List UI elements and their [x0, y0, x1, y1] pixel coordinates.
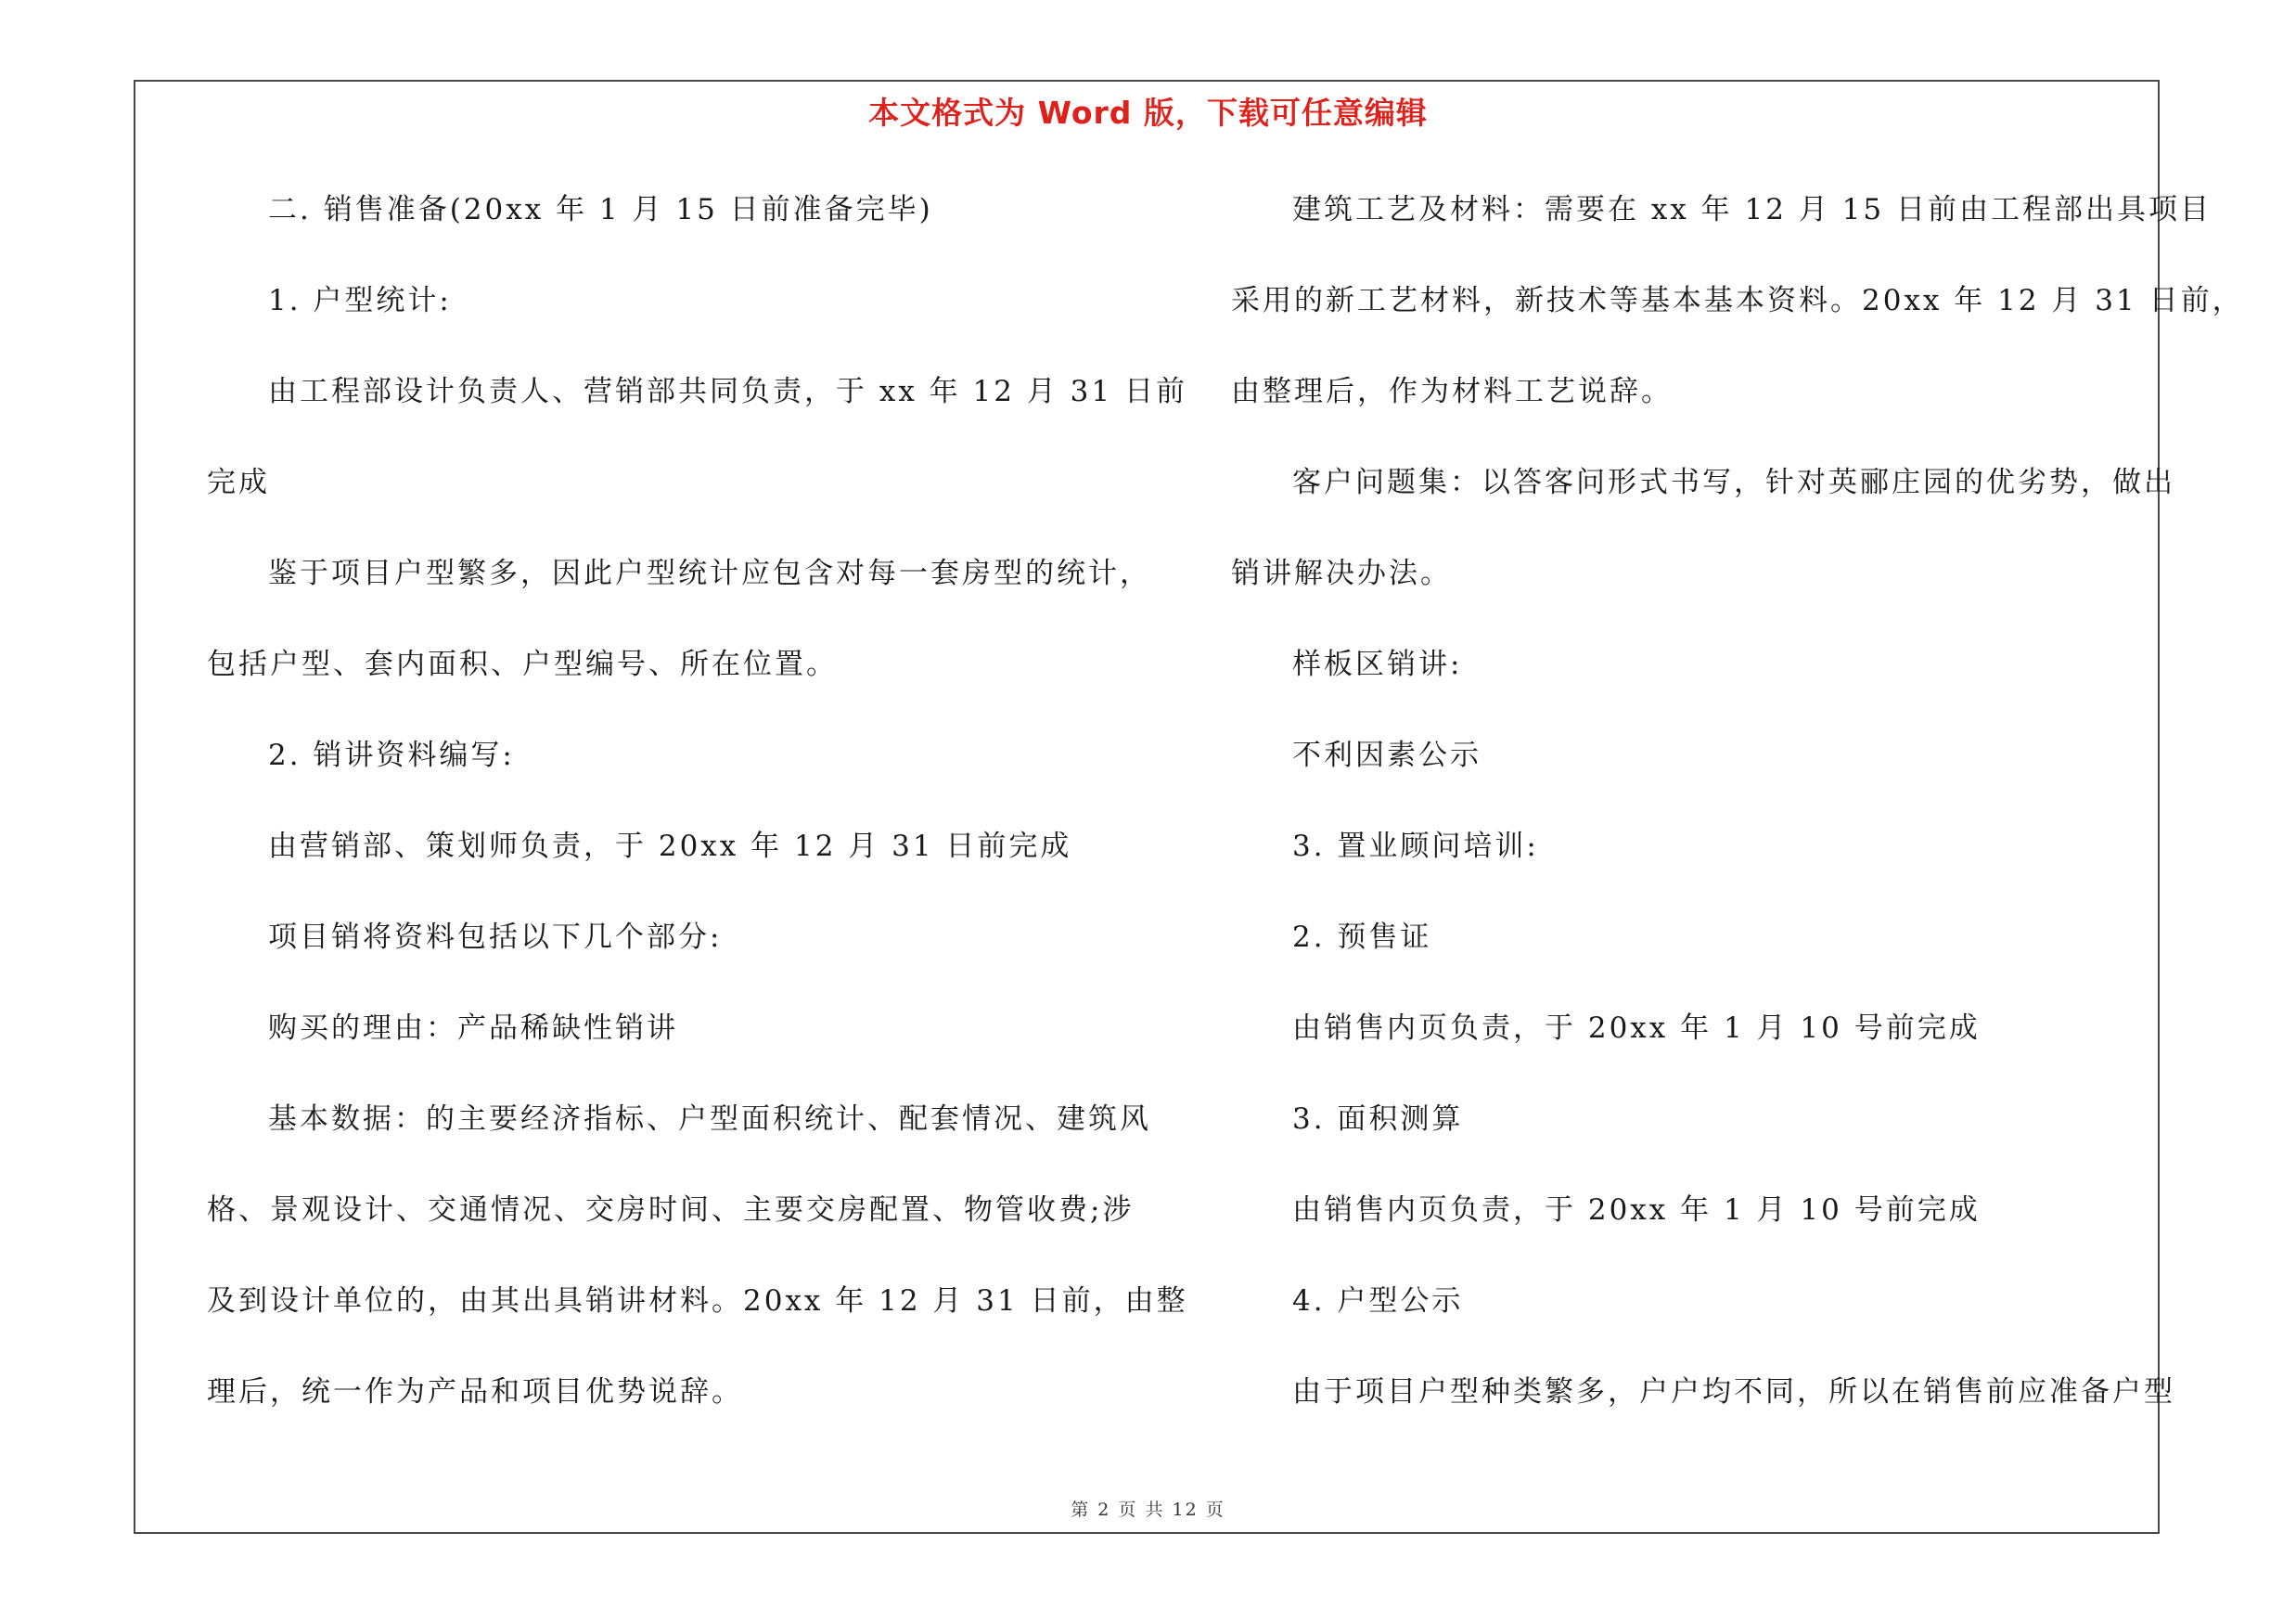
- right-paragraph-line: 采用的新工艺材料，新技术等基本基本资料。20xx 年 12 月 31 日前，: [1231, 284, 2244, 317]
- right-paragraph-line: 样板区销讲:: [1292, 648, 1463, 681]
- right-text-column: [1231, 181, 2244, 1454]
- left-paragraph-line: 及到设计单位的，由其出具销讲材料。20xx 年 12 月 31 日前，由整: [207, 1284, 1188, 1318]
- right-paragraph-line: 客户问题集：以答客问形式书写，针对英郦庄园的优劣势，做出: [1292, 466, 2175, 499]
- left-paragraph-line: 购买的理由：产品稀缺性销讲: [268, 1011, 678, 1045]
- right-paragraph-line: 3. 面积测算: [1292, 1102, 1464, 1136]
- page-number-footer: 第 2 页 共 12 页: [1071, 1500, 1225, 1520]
- right-paragraph-line: 由整理后，作为材料工艺说辞。: [1231, 375, 1673, 408]
- left-paragraph-line: 格、景观设计、交通情况、交房时间、主要交房配置、物管收费;涉: [207, 1193, 1135, 1227]
- left-paragraph-line: 1. 户型统计:: [268, 284, 452, 317]
- right-paragraph-line: 4. 户型公示: [1292, 1284, 1464, 1318]
- right-paragraph-line: 由于项目户型种类繁多，户户均不同，所以在销售前应准备户型: [1292, 1375, 2175, 1409]
- left-paragraph-line: 包括户型、套内面积、户型编号、所在位置。: [207, 648, 838, 681]
- right-paragraph-line: 由销售内页负责，于 20xx 年 1 月 10 号前完成: [1292, 1011, 1981, 1045]
- left-paragraph-line: 鉴于项目户型繁多，因此户型统计应包含对每一套房型的统计，: [268, 557, 1151, 590]
- right-paragraph-line: 由销售内页负责，于 20xx 年 1 月 10 号前完成: [1292, 1193, 1981, 1227]
- word-format-banner: 本文格式为 Word 版，下载可任意编辑: [868, 95, 1428, 131]
- left-paragraph-line: 基本数据：的主要经济指标、户型面积统计、配套情况、建筑风: [268, 1102, 1151, 1136]
- left-paragraph-line: 2. 销讲资料编写:: [268, 739, 515, 772]
- left-paragraph-line: 理后，统一作为产品和项目优势说辞。: [207, 1375, 743, 1409]
- left-paragraph-line: 二. 销售准备(20xx 年 1 月 15 日前准备完毕): [268, 193, 933, 226]
- left-paragraph-line: 由营销部、策划师负责，于 20xx 年 12 月 31 日前完成: [268, 830, 1072, 863]
- left-paragraph-line: 完成: [207, 466, 270, 499]
- left-paragraph-line: 项目销将资料包括以下几个部分:: [268, 921, 723, 954]
- left-text-column: [207, 181, 1188, 1454]
- right-paragraph-line: 销讲解决办法。: [1231, 557, 1452, 590]
- right-paragraph-line: 不利因素公示: [1292, 739, 1481, 772]
- right-paragraph-line: 2. 预售证: [1292, 921, 1432, 954]
- right-paragraph-line: 建筑工艺及材料：需要在 xx 年 12 月 15 日前由工程部出具项目: [1292, 193, 2212, 226]
- left-paragraph-line: 由工程部设计负责人、营销部共同负责，于 xx 年 12 月 31 日前: [268, 375, 1187, 408]
- right-paragraph-line: 3. 置业顾问培训:: [1292, 830, 1539, 863]
